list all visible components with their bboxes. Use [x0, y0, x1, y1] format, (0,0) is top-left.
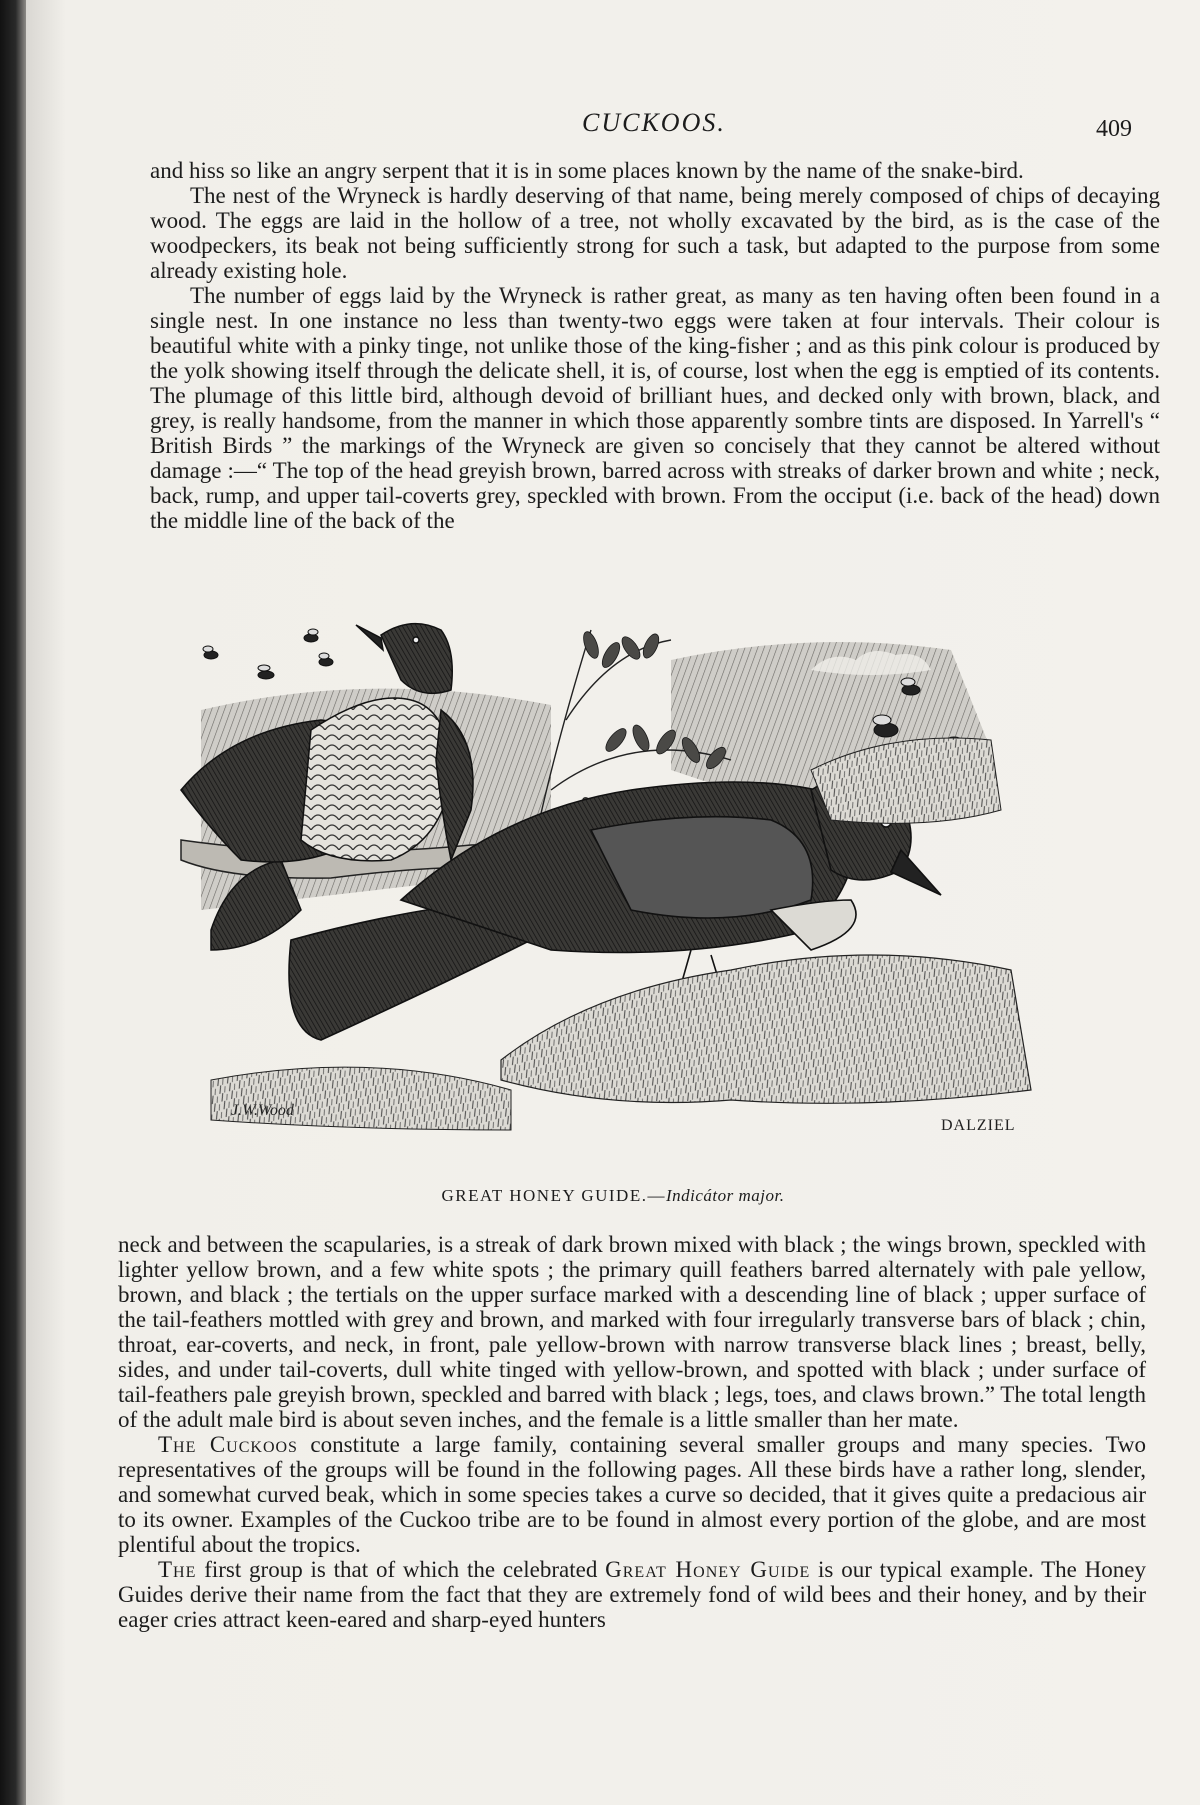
- honey-guide-engraving: [171, 610, 1131, 1170]
- paragraph-first-group-text: first group is that of which the celebrated: [196, 1557, 606, 1582]
- caption-name: GREAT HONEY GUIDE.: [441, 1186, 648, 1205]
- page-header: [26, 108, 1200, 148]
- ground-foreground: [211, 1067, 511, 1130]
- ground-mound: [501, 955, 1031, 1103]
- book-binding-shadow: [0, 0, 26, 1805]
- figure-caption: [26, 1186, 1200, 1206]
- paragraph-cuckoos-text: constitute a large family, containing several smaller groups and many species. Two representatives of the groups will be found in the following pages. All these birds have a rather long, slender, and somewhat curved beak, which in some species takes a curve so decided, that it gives quite a predacious air to its owner. Examples of the Cuckoo tribe are to be found in almost every portion of the globe, and are most plentiful about the tropics.: [118, 1432, 1146, 1557]
- paragraph-nest: The nest of the Wryneck is hardly deserving of that name, being merely composed of chips of decaying wood. The eggs are laid in the hollow of a tree, not wholly excavated by the bird, as is the case of the woodpeckers, its beak not being sufficiently strong for such a task, but adapted to the purpose from some already existing hole.: [150, 183, 1160, 283]
- engraver-signature-right: DALZIEL: [941, 1117, 1016, 1134]
- caption-latin-name: Indicátor major.: [665, 1186, 785, 1205]
- caption-separator: —: [647, 1186, 666, 1205]
- book-page: [26, 0, 1200, 1805]
- page-number: 409: [1096, 116, 1132, 142]
- paragraph-first-group-text-2: is our typical example. The Honey Guides derive their name from the fact that they are extremely fond of wild bees and their honey, and by their eager cries attract keen-eared and sharp-eyed hunters: [118, 1557, 1146, 1632]
- lead-small-caps: The: [158, 1557, 197, 1582]
- paragraph-eggs-plumage: The number of eggs laid by the Wryneck is rather great, as many as ten having often been found in a single nest. In one instance no less than twenty-two eggs were taken at four intervals. Their colour is beautiful white with a pinky tinge, not unlike those of the king-fisher ; and as this pink colour is produced by the yolk showing itself through the delicate shell, it is, of course, lost when the egg is emptied of its contents. The plumage of this little bird, although devoid of brilliant hues, and decked only with brown, black, and grey, is really handsome, from the manner in which those apparently sombre tints are disposed. In Yarrell's “ British Birds ” the markings of the Wryneck are given so concisely that they cannot be altered without damage :—“ The top of the head greyish brown, barred across with streaks of darker brown and white ; neck, back, rump, and upper tail-coverts grey, speckled with brown. From the occiput (i.e. back of the head) down the middle line of the back of the: [150, 283, 1160, 533]
- paragraph-markings: neck and between the scapularies, is a streak of dark brown mixed with black ; the wings brown, speckled with lighter yellow brown, and a few white spots ; the primary quill feathers barred alternately with pale yellow, brown, and black ; the tertials on the upper surface marked with a descending line of black ; upper surface of the tail-feathers mottled with grey and brown, and marked with four irregularly transverse bars of black ; chin, throat, ear-coverts, and neck, in front, pale yellow-brown with narrow transverse black lines ; breast, belly, sides, and under tail-coverts, dull white tinged with yellow-brown, and spotted with black ; under surface of tail-feathers pale greyish brown, speckled and barred with black ; legs, toes, and claws brown.” The total length of the adult male bird is about seven inches, and the female is a little smaller than her mate.: [118, 1232, 1146, 1432]
- paragraph-cuckoos: [118, 1432, 1146, 1557]
- species-name-small-caps: Great Honey Guide: [605, 1557, 811, 1582]
- engraver-signature-left: J.W.Wood: [231, 1102, 294, 1119]
- paragraph-snake-bird: and hiss so like an angry serpent that it is in some places known by the name of the snake-bird.: [150, 158, 1024, 183]
- paragraph-first-group: [118, 1557, 1146, 1632]
- running-head: CUCKOOS.: [582, 108, 726, 137]
- body-text-bottom: [118, 1232, 1146, 1632]
- body-text-top: [150, 158, 1160, 533]
- lead-small-caps: The Cuckoos: [158, 1432, 298, 1457]
